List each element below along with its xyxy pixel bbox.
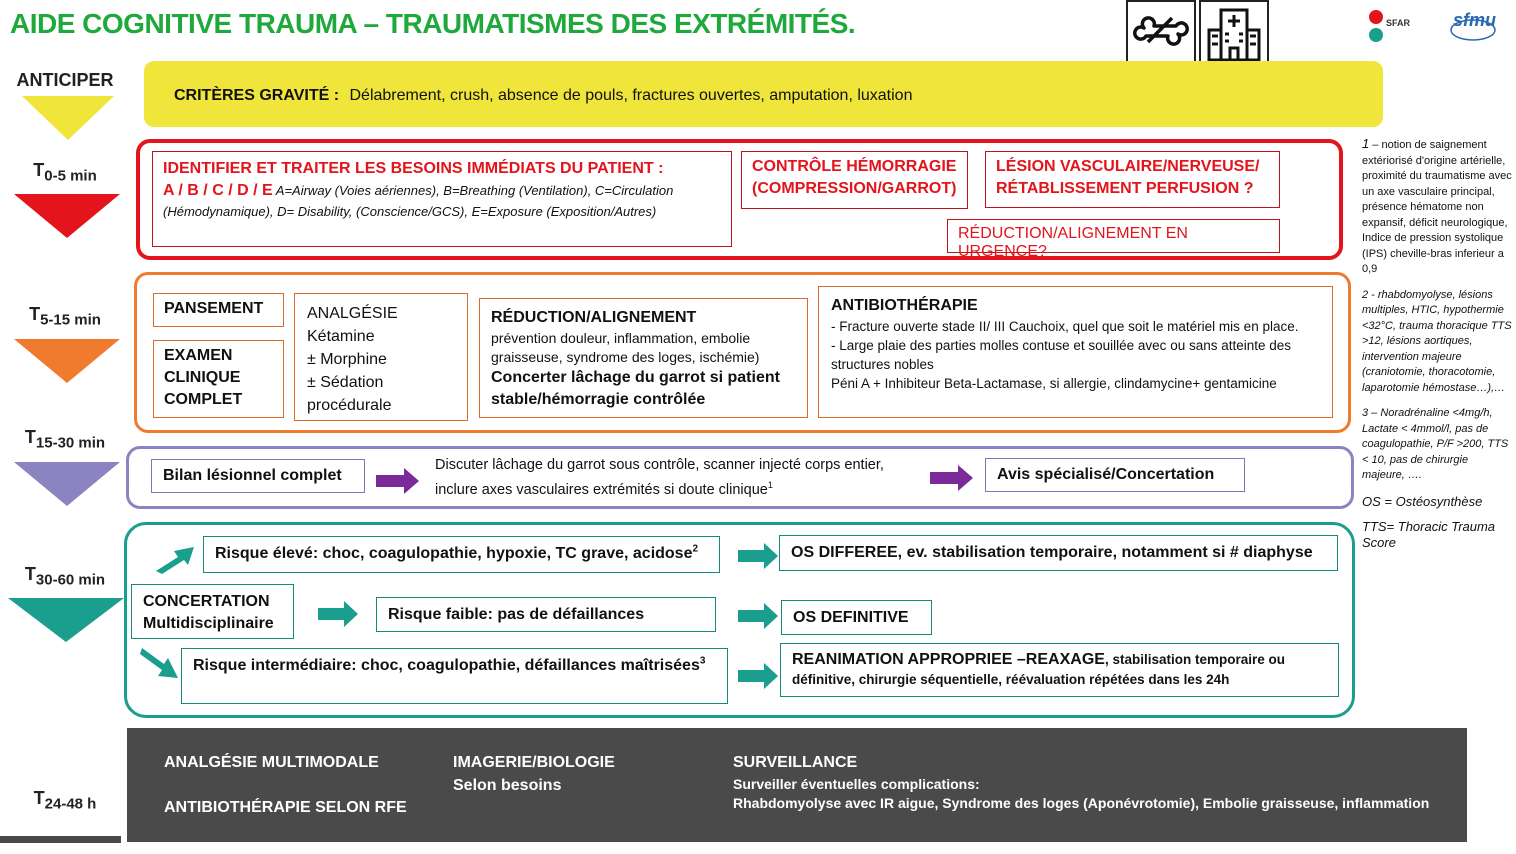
bilan-text: Bilan lésionnel complet xyxy=(163,467,342,484)
footnote-2: 2 - rhabdomyolyse, lésions multiples, HTIC, hypothermie <32°C, trauma thoracique TTS >12, lésions aortiques, intervention majeure (craniotomie, thoracotomie, laparotomie hémostase…),… xyxy=(1362,288,1512,394)
os-differee-text: OS DIFFEREE, ev. stabilisation temporaire, notamment si # diaphyse xyxy=(791,544,1313,561)
reduction-urgence-box xyxy=(947,219,1280,260)
risque-inter-box: Risque intermédiaire: choc, coagulopathie, défaillances maîtrisées$^3$ xyxy=(181,648,728,704)
reduction-bold: Concerter lâchage du garrot si patient stable/hémorragie contrôlée xyxy=(491,369,780,408)
t24-surveillance: SURVEILLANCE xyxy=(733,754,858,771)
arrow-right-icon xyxy=(738,603,778,629)
identifier-box xyxy=(152,151,732,247)
hemorragie-line1: CONTRÔLE HÉMORRAGIE xyxy=(752,158,957,175)
t24-panel xyxy=(127,728,1467,842)
phase-t15: $T_{15-30 min}$ xyxy=(24,427,106,452)
hemorragie-box xyxy=(741,151,968,209)
os-definitive-text: OS DEFINITIVE xyxy=(793,609,909,626)
reanimation-bold: REANIMATION APPROPRIEE –REAXAGE xyxy=(792,651,1105,668)
abcde-label: A / B / C / D / E xyxy=(163,182,273,199)
lesion-box xyxy=(985,151,1280,208)
arrow-right-icon xyxy=(738,543,778,569)
reduction-title: RÉDUCTION/ALIGNEMENT xyxy=(491,309,697,326)
criteres-label: CRITÈRES GRAVITÉ : xyxy=(174,87,340,104)
bone-icon xyxy=(1126,0,1196,68)
t24-analgesie: ANALGÉSIE MULTIMODALE xyxy=(164,754,379,771)
footnote-os: OS = Ostéosynthèse xyxy=(1362,493,1483,509)
arrow-right-icon xyxy=(738,663,778,689)
examen-box: EXAMEN CLINIQUE COMPLET xyxy=(153,340,284,418)
page-title: AIDE COGNITIVE TRAUMA – TRAUMATISMES DES EXTRÉMITÉS. xyxy=(10,8,856,39)
antibio-title: ANTIBIOTHÉRAPIE xyxy=(831,297,978,314)
identifier-title: IDENTIFIER ET TRAITER LES BESOINS IMMÉDIATS DU PATIENT : xyxy=(163,160,664,177)
phase-t30: $T_{30-60 min}$ xyxy=(24,564,106,589)
analgesie-box: ANALGÉSIE Kétamine ± Morphine ± Sédation procédurale xyxy=(294,293,468,421)
pansement-box xyxy=(153,293,284,327)
sfar-logo: SFAR xyxy=(1362,6,1422,46)
phase-anticiper-triangle xyxy=(22,96,114,140)
discuter-text: Discuter lâchage du garrot sous contrôle, scanner injecté corps entier, inclure axes vasculaires extrémités si doute clinique$^1$ xyxy=(435,457,884,498)
phase-t5-triangle xyxy=(14,339,120,383)
t24-imagerie-sub: Selon besoins xyxy=(453,777,562,794)
arrow-up-right-icon xyxy=(154,543,196,577)
os-definitive-box xyxy=(781,600,932,635)
pansement-text: PANSEMENT xyxy=(164,300,264,317)
phase-t0-triangle xyxy=(14,194,120,238)
avis-text: Avis spécialisé/Concertation xyxy=(997,466,1215,483)
arrow-right-icon xyxy=(376,468,419,494)
footnote-3: 3 – Noradrénaline <4mg/h, Lactate < 4mmol/l, pas de coagulopathie, P/F >200, TTS < 10, pas de chirurgie majeure, …. xyxy=(1362,407,1509,481)
concertation-box: CONCERTATION Multidisciplinaire xyxy=(131,584,294,639)
sfmu-logo: sfmu xyxy=(1445,6,1501,46)
phase-t5: $T_{5-15 min}$ xyxy=(29,304,101,329)
abcde-detail: A=Airway (Voies aériennes), B=Breathing (Ventilation), C=Circulation (Hémodynamique), D= Disability, (Conscience/GCS), E=Exposure (Exposition/Autres) xyxy=(163,183,674,219)
reduction-urgence-text: RÉDUCTION/ALIGNEMENT EN URGENCE? xyxy=(958,225,1188,260)
avis-box xyxy=(985,458,1245,492)
risque-eleve-text: Risque élevé: choc, coagulopathie, hypoxie, TC grave, acidose xyxy=(215,545,693,562)
phase-t24: $T_{24-48 h}$ xyxy=(33,788,97,813)
risque-eleve-box: Risque élevé: choc, coagulopathie, hypoxie, TC grave, acidose$^2$ xyxy=(203,536,720,573)
phase-t0: $T_{0-5 min}$ xyxy=(33,160,97,185)
phase-t24-bar xyxy=(0,836,121,843)
t24-imagerie: IMAGERIE/BIOLOGIE xyxy=(453,754,615,771)
antibio-box: ANTIBIOTHÉRAPIE - Fracture ouverte stade II/ III Cauchoix, quel que soit le matériel mis en place. - Large plaie des parties molles contuse et souillée avec ou sans atteinte des structures nobles Péni A + Inhibiteur Beta-Lactamase, si allergie, clindamycine+ gentamicine xyxy=(818,286,1333,418)
t24-antibio: ANTIBIOTHÉRAPIE SELON RFE xyxy=(164,799,407,816)
bilan-box xyxy=(151,459,365,493)
phase-t15-triangle xyxy=(14,462,120,506)
hemorragie-line2: (COMPRESSION/GARROT) xyxy=(752,180,957,197)
reanimation-box xyxy=(780,643,1339,697)
risque-inter-text: Risque intermédiaire: choc, coagulopathie, défaillances maîtrisées xyxy=(193,657,700,674)
reanimation-text: , stabilisation temporaire ou définitive, chirurgie séquentielle, réévaluation répétées dans les 24h xyxy=(792,652,1285,687)
risque-faible-text: Risque faible: pas de défaillances xyxy=(388,606,645,623)
lesion-line1: LÉSION VASCULAIRE/NERVEUSE/ xyxy=(996,158,1260,175)
arrow-right-icon xyxy=(930,465,973,491)
risque-faible-box xyxy=(376,597,716,632)
hospital-icon xyxy=(1199,0,1269,68)
footnotes xyxy=(1362,136,1512,560)
criteres-text: Délabrement, crush, absence de pouls, fractures ouvertes, amputation, luxation xyxy=(349,87,913,104)
lesion-line2: RÉTABLISSEMENT PERFUSION ? xyxy=(996,180,1254,197)
footnote-1: 1 – notion de saignement extériorisé d'origine artérielle, proximité du traumatisme avec un axe vasculaire principal, présence hématome non expansif, déficit neurologique, Indice de pression systolique (IPS) cheville-bras inferieur a 0,9 xyxy=(1362,136,1512,275)
t24-surveillance-l1: Surveiller éventuelles complications: xyxy=(733,776,980,792)
footnote-tts: TTS= Thoracic Trauma Score xyxy=(1362,519,1496,550)
reduction-text: prévention douleur, inflammation, embolie graisseuse, syndrome des loges, ischémie) xyxy=(491,330,760,365)
os-differee-box xyxy=(779,535,1338,571)
phase-t30-triangle xyxy=(8,598,124,642)
arrow-down-right-icon xyxy=(138,646,180,682)
t24-surveillance-l2: Rhabdomyolyse avec IR aigue, Syndrome des loges (Aponévrotomie), Embolie graisseuse, inflammation xyxy=(733,795,1430,811)
anticiper-band xyxy=(144,61,1383,127)
arrow-right-icon xyxy=(318,601,358,627)
phase-anticiper: ANTICIPER xyxy=(16,70,114,90)
reduction-box xyxy=(479,298,808,418)
